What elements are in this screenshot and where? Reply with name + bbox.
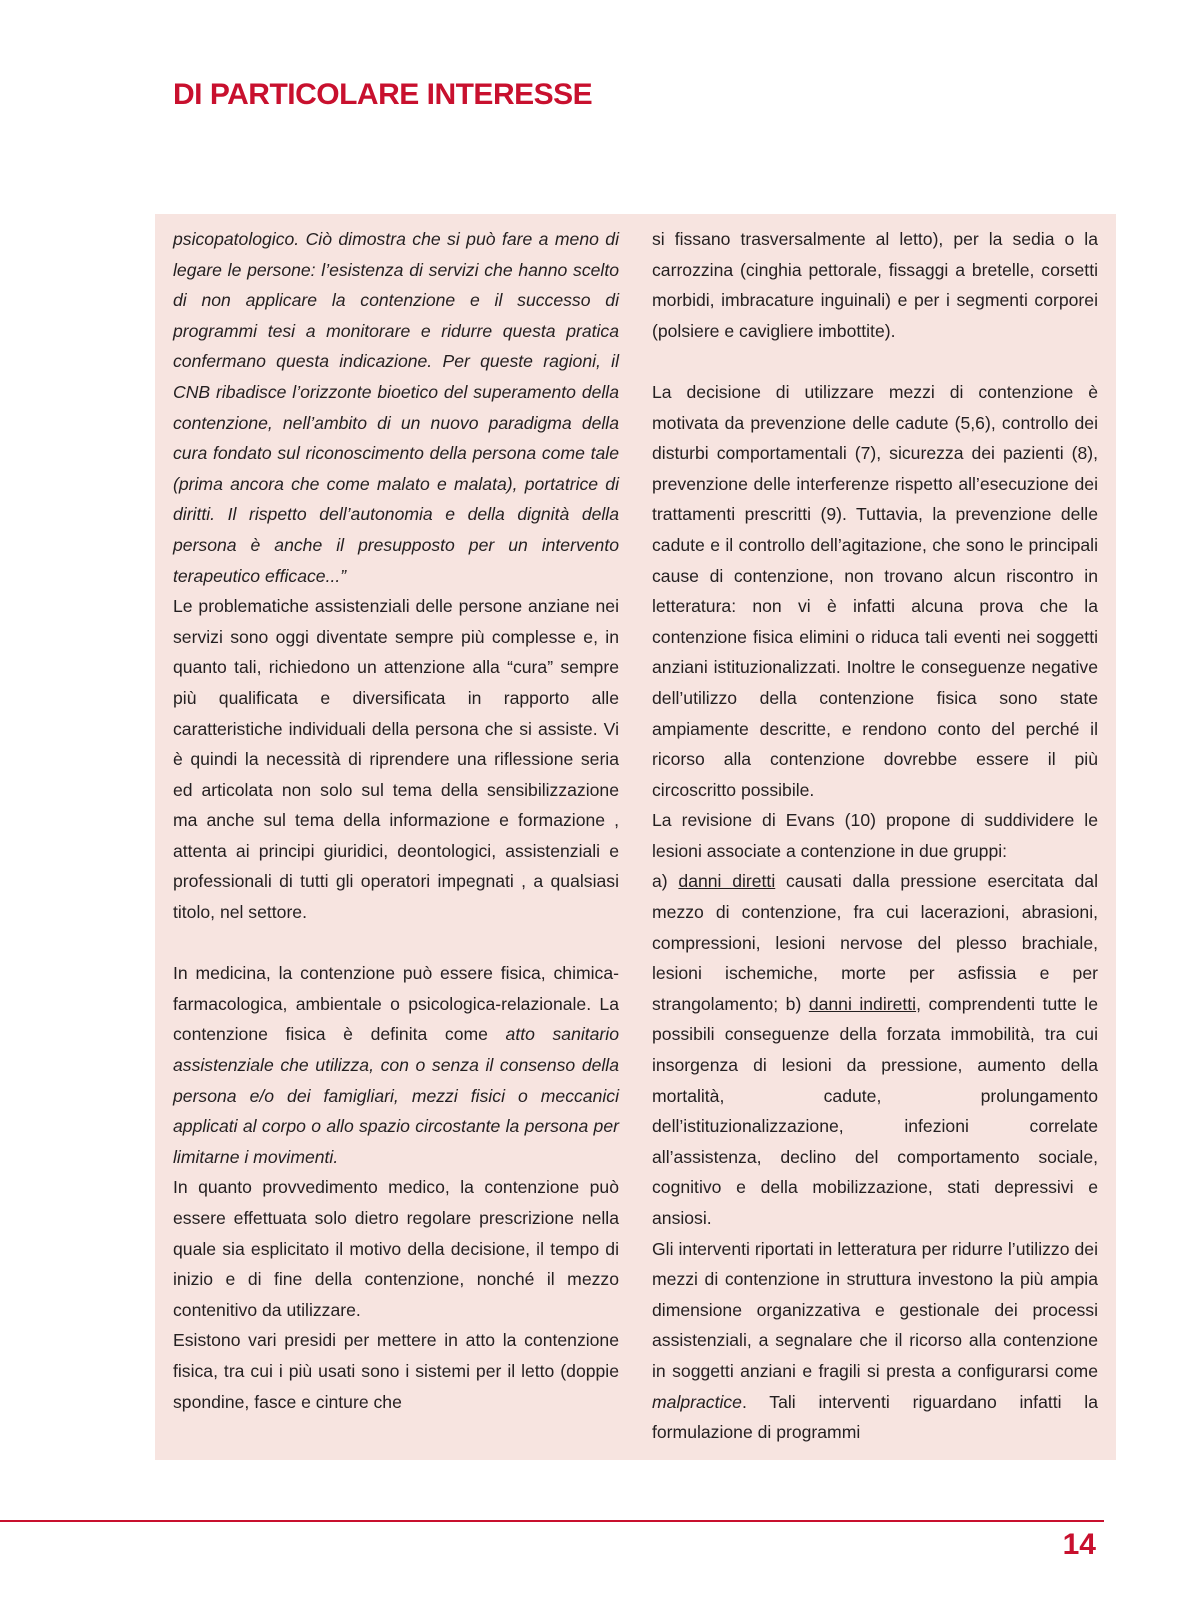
paragraph-damage-list [652,866,1098,1233]
paragraph-interventions [652,1234,1098,1448]
article-body [155,214,1116,1460]
paragraph: Esistono vari presidi per mettere in atto la contenzione fisica, tra cui i più usati sono i sistemi per il letto (doppie spondine, fasce e cinture che [173,1330,619,1412]
paragraph-text: . Tali interventi riguardano infatti la formulazione di programmi [652,1391,1098,1443]
paragraph-text: , comprendenti tutte le possibili conseguenze della forzata immobilità, tra cui insorgenza di lesioni da pressione, aumento della mortalità, cadute, prolungamento dell’istituzionalizzazione, infezioni correlate all’assistenza, declino del comportamento sociale, cognitivo e della mobilizzazione, stati depressivi e ansiosi. [652,993,1098,1228]
paragraph: La revisione di Evans (10) propone di suddividere le lesioni associate a contenzione in due gruppi: [652,810,1098,861]
right-column [652,224,1098,1448]
paragraph: In quanto provvedimento medico, la contenzione può essere effettuata solo dietro regolare prescrizione nella quale sia esplicitato il motivo della decisione, il tempo di inizio e di fine della contenzione, nonché il mezzo contenitivo da utilizzare. [173,1177,619,1320]
left-column [173,224,619,1417]
definition-italic: atto sanitario assistenziale che utilizza, con o senza il consenso della persona e/o dei famigliari, mezzi fisici o meccanici applicati al corpo o allo spazio circostante la persona per limitarne i movimenti. [173,1024,619,1167]
paragraph: si fissano trasversalmente al letto), per la sedia o la carrozzina (cinghia pettorale, fissaggi a bretelle, corsetti morbidi, imbracature inguinali) e per i segmenti corporei (polsiere e cavigliere imbottite). [652,229,1098,341]
page-title: DI PARTICOLARE INTERESSE [173,78,593,111]
paragraph-quote: psicopatologico. Ciò dimostra che si può fare a meno di legare le persone: l’esistenza di servizi che hanno scelto di non applicare la contenzione e il successo di programmi tesi a monitorare e ridurre questa pratica confermano questa indicazione. Per queste ragioni, il CNB ribadisce l’orizzonte bioetico del superamento della contenzione, nell’ambito di un nuovo paradigma della cura fondato sul riconoscimento della persona come tale (prima ancora che come malato e malata), portatrice di diritti. Il rispetto dell’autonomia e della dignità della persona è anche il presupposto per un intervento terapeutico efficace...” [173,229,619,586]
underlined-term: danni diretti [678,871,776,892]
paragraph-text: In medicina, la contenzione può essere fisica, chimica-farmacologica, ambientale o psicologica-relazionale. La contenzione fisica è definita come [173,963,619,1045]
paragraph-text: Gli interventi riportati in letteratura per ridurre l’utilizzo dei mezzi di contenzione in struttura investono la più ampia dimensione organizzativa e gestionale dei processi assistenziali, a segnalare che il ricorso alla contenzione in soggetti anziani e fragili si presta a configurarsi come [652,1238,1098,1381]
page-number: 14 [1062,1528,1096,1561]
footer-divider [0,1520,1104,1522]
italic-term: malpractice [652,1391,742,1412]
paragraph-definition [173,958,619,1172]
paragraph-text: causati dalla pressione esercitata dal mezzo di contenzione, fra cui lacerazioni, abrasioni, compressioni, lesioni nervose del plesso brachiale, lesioni ischemiche, morte per asfissia e per strangolamento; b) [652,871,1098,1014]
paragraph: Le problematiche assistenziali delle persone anziane nei servizi sono oggi diventate sempre più complesse e, in quanto tali, richiedono un attenzione alla “cura” sempre più qualificata e diversificata in rapporto alle caratteristiche individuali della persona che si assiste. Vi è quindi la necessità di riprendere una riflessione seria ed articolata non solo sul tema della sensibilizzazione ma anche sul tema della informazione e formazione , attenta ai principi giuridici, deontologici, assistenziali e professionali di tutti gli operatori impegnati , a qualsiasi titolo, nel settore. [173,596,619,923]
list-marker: a) [652,871,679,892]
underlined-term: danni indiretti [808,993,917,1014]
paragraph: La decisione di utilizzare mezzi di contenzione è motivata da prevenzione delle cadute (5,6), controllo dei disturbi comportamentali (7), sicurezza dei pazienti (8), prevenzione delle interferenze rispetto all’esecuzione dei trattamenti prescritti (9). Tuttavia, la prevenzione delle cadute e il controllo dell’agitazione, che sono le principali cause di contenzione, non trovano alcun riscontro in letteratura: non vi è infatti alcuna prova che la contenzione fisica elimini o riduca tali eventi nei soggetti anziani istituzionalizzati. Inoltre le conseguenze negative dell’utilizzo della contenzione fisica sono state ampiamente descritte, e rendono conto del perché il ricorso alla contenzione dovrebbe essere il più circoscritto possibile. [652,381,1098,800]
